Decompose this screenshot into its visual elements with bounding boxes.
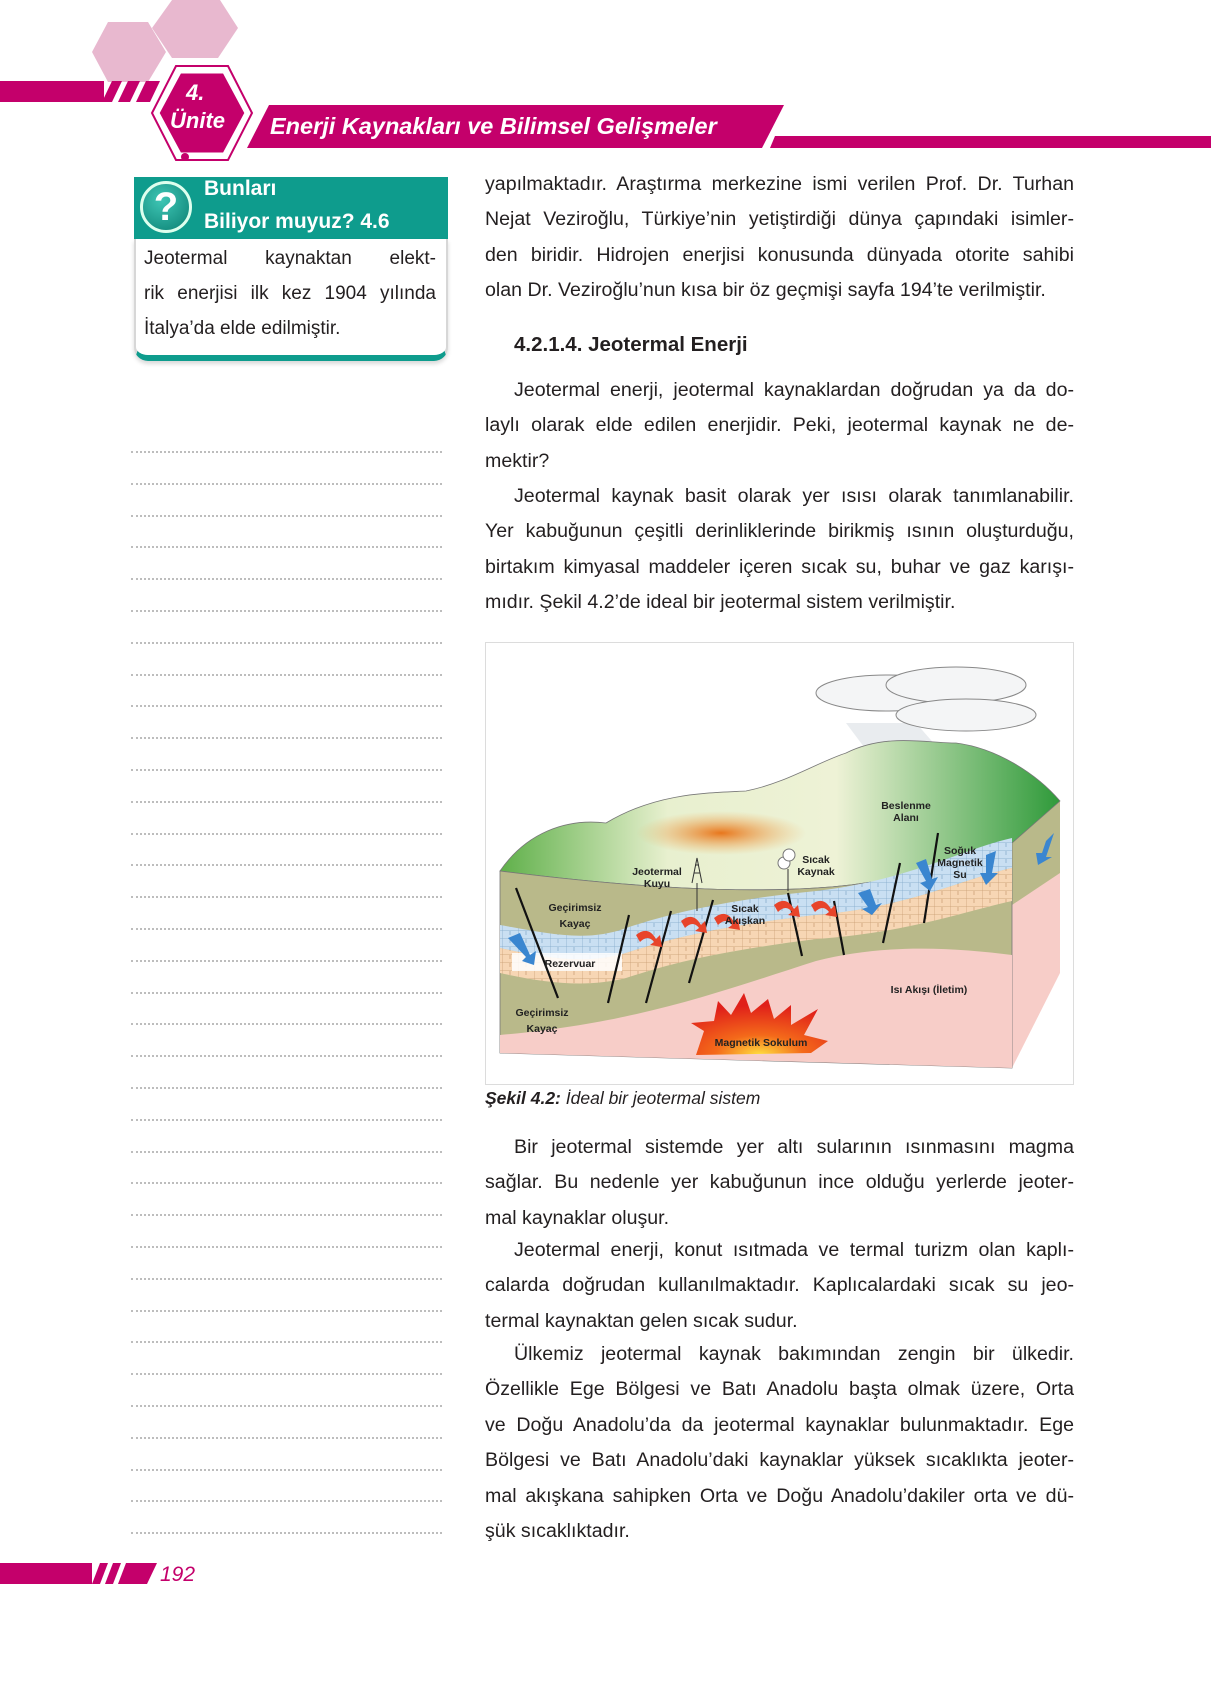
text-line: sağlar. Bu nedenle yer kabuğunun ince olduğu yerlerde jeoter- — [485, 1171, 1074, 1194]
note-line — [131, 1087, 442, 1089]
page-number: 192 — [160, 1563, 196, 1586]
paragraph-0 — [485, 167, 1074, 309]
text-line: Jeotermal enerji, jeotermal kaynaklardan doğrudan ya da do- — [514, 379, 1074, 401]
text-line: mal kaynaklar oluşur. — [485, 1206, 670, 1229]
note-line — [131, 928, 442, 930]
text-line: yapılmaktadır. Araştırma merkezine ismi verilen Prof. Dr. Turhan — [485, 173, 1074, 195]
note-line — [131, 483, 442, 485]
paragraph-5 — [485, 1337, 1074, 1549]
label-hot-fluid: Sıcak — [731, 903, 759, 915]
section-heading: 4.2.1.4. Jeotermal Enerji — [514, 333, 748, 356]
paragraph-2 — [485, 479, 1074, 621]
did-you-know-body — [134, 239, 448, 361]
label-heat-flow: Isı Akışı (İletim) — [890, 984, 968, 996]
did-you-know-header — [134, 177, 448, 239]
header-bar-left — [0, 81, 104, 102]
text-line: Bölgesi ve Batı Anadolu’daki kaynaklar yüksek sıcaklıkta jeoter- — [485, 1449, 1074, 1472]
note-line — [131, 1373, 442, 1375]
note-line — [131, 1023, 442, 1025]
note-line — [131, 1405, 442, 1407]
svg-text:SıcakAkışkan: Sıcak Akışkan — [724, 903, 766, 927]
note-line — [131, 1151, 442, 1153]
geothermal-diagram — [486, 643, 1073, 1084]
note-line — [131, 546, 442, 548]
header-line-right — [770, 136, 1211, 148]
box-text-line: rik enerjisi ilk kez 1904 yılında — [144, 283, 436, 304]
hexagon-decoration — [152, 0, 238, 58]
note-line — [131, 1532, 442, 1534]
text-line: olan Dr. Veziroğlu’nun kısa bir öz geçmişi sayfa 194’te verilmiştir. — [485, 279, 1046, 302]
note-line — [131, 833, 442, 835]
note-line — [131, 1469, 442, 1471]
note-line — [131, 960, 442, 962]
question-mark-icon: ? — [140, 181, 192, 233]
label-well: Jeotermal — [632, 866, 682, 878]
note-line — [131, 1246, 442, 1248]
text-line: birtakım kimyasal maddeler içeren sıcak su, buhar ve gaz karışı- — [485, 555, 1074, 578]
unit-number: 4. — [186, 80, 205, 105]
text-line: Nejat Veziroğlu, Türkiye’nin yetiştirdiği dünya çapındaki isimler- — [485, 208, 1074, 231]
did-you-know-box — [134, 177, 448, 367]
svg-text:BeslenmeAlanı: Beslenme Alanı — [881, 800, 931, 824]
chapter-title: Enerji Kaynakları ve Bilimsel Gelişmeler — [270, 113, 717, 139]
text-line: şük sıcaklıktadır. — [485, 1519, 630, 1542]
text-line: laylı olarak elde edilen enerjidir. Peki, jeotermal kaynak ne de- — [485, 414, 1074, 437]
box-text-line: Jeotermal kaynaktan elekt- — [144, 248, 436, 269]
note-line — [131, 1500, 442, 1502]
figure-caption — [485, 1088, 760, 1109]
stripe — [136, 81, 160, 102]
svg-text:SıcakKaynak: Sıcak Kaynak — [797, 854, 835, 878]
note-line — [131, 769, 442, 771]
svg-text:GeçirimsizKayaç: Geçirimsiz Kayaç — [515, 1007, 569, 1035]
text-line: mıdır. Şekil 4.2’de ideal bir jeotermal sistem verilmiştir. — [485, 591, 956, 614]
text-line: termal kaynaktan gelen sıcak sudur. — [485, 1309, 798, 1332]
label-reservoir: Rezervuar — [544, 958, 596, 970]
note-line — [131, 705, 442, 707]
note-line — [131, 610, 442, 612]
text-line: calarda doğrudan kullanılmaktadır. Kaplıcalardaki sıcak su jeo- — [485, 1274, 1074, 1297]
text-line: mektir? — [485, 449, 550, 472]
note-line — [131, 1119, 442, 1121]
note-line — [131, 578, 442, 580]
footer-bar — [0, 1560, 160, 1588]
svg-text:GeçirimsizKayaç: Geçirimsiz Kayaç — [548, 902, 602, 930]
text-line: Özellikle Ege Bölgesi ve Batı Anadolu başta olmak üzere, Orta — [485, 1378, 1074, 1401]
text-line: ve Doğu Anadolu’da da jeotermal kaynaklar bulunmaktadır. Ege — [485, 1413, 1074, 1436]
box-text-line: İtalya’da elde edilmiştir. — [144, 318, 341, 339]
text-line: den biridir. Hidrojen enerjisi konusunda dünyada otorite sahibi — [485, 243, 1074, 266]
text-line: Bir jeotermal sistemde yer altı sularının ısınmasını magma — [514, 1136, 1074, 1158]
text-line: Yer kabuğunun çeşitli derinliklerinde birikmiş ısının oluşturduğu, — [485, 520, 1074, 543]
box-heading-line2: Biliyor muyuz? 4.6 — [204, 210, 390, 233]
note-line — [131, 864, 442, 866]
note-line — [131, 642, 442, 644]
note-line — [131, 1055, 442, 1057]
label-cold-water: Soğuk — [943, 845, 977, 857]
label-caprock-top: Geçirimsiz — [548, 902, 602, 914]
note-line — [131, 896, 442, 898]
svg-text:SoğukMagnetikSu: Soğuk Magnetik Su — [937, 845, 983, 881]
box-heading-line1: Bunları — [204, 177, 277, 200]
label-recharge: Beslenme — [881, 800, 931, 812]
text-line: Jeotermal enerji, konut ısıtmada ve termal turizm olan kaplı- — [514, 1239, 1074, 1261]
stripe — [102, 81, 122, 102]
note-line — [131, 1182, 442, 1184]
note-line — [131, 801, 442, 803]
label-caprock-bottom: Geçirimsiz — [515, 1007, 569, 1019]
text-line: mal akışkana sahipken Orta ve Doğu Anadolu’dakiler orta ve dü- — [485, 1484, 1074, 1507]
note-line — [131, 1310, 442, 1312]
paragraph-4 — [485, 1233, 1074, 1339]
paragraph-1 — [485, 373, 1074, 479]
svg-text:JeotermalKuyu: Jeotermal Kuyu — [632, 866, 682, 890]
note-line — [131, 674, 442, 676]
note-line — [131, 1214, 442, 1216]
figure-geothermal-system — [485, 642, 1074, 1085]
note-line — [131, 515, 442, 517]
text-line: Jeotermal kaynak basit olarak yer ısısı olarak tanımlanabilir. — [514, 485, 1074, 507]
unit-label: Ünite — [170, 108, 225, 133]
label-intrusion: Magnetik Sokulum — [714, 1037, 808, 1049]
stripe — [118, 81, 140, 102]
text-line: Ülkemiz jeotermal kaynak bakımından zengin bir ülkedir. — [514, 1343, 1074, 1365]
paragraph-3 — [485, 1130, 1074, 1236]
note-line — [131, 1437, 442, 1439]
note-line — [131, 992, 442, 994]
note-line — [131, 737, 442, 739]
note-line — [131, 1341, 442, 1343]
note-line — [131, 1278, 442, 1280]
label-hot-spring: Sıcak — [802, 854, 830, 866]
note-line — [131, 451, 442, 453]
caption-label: Şekil 4.2: — [485, 1088, 561, 1108]
caption-text: İdeal bir jeotermal sistem — [560, 1088, 761, 1108]
